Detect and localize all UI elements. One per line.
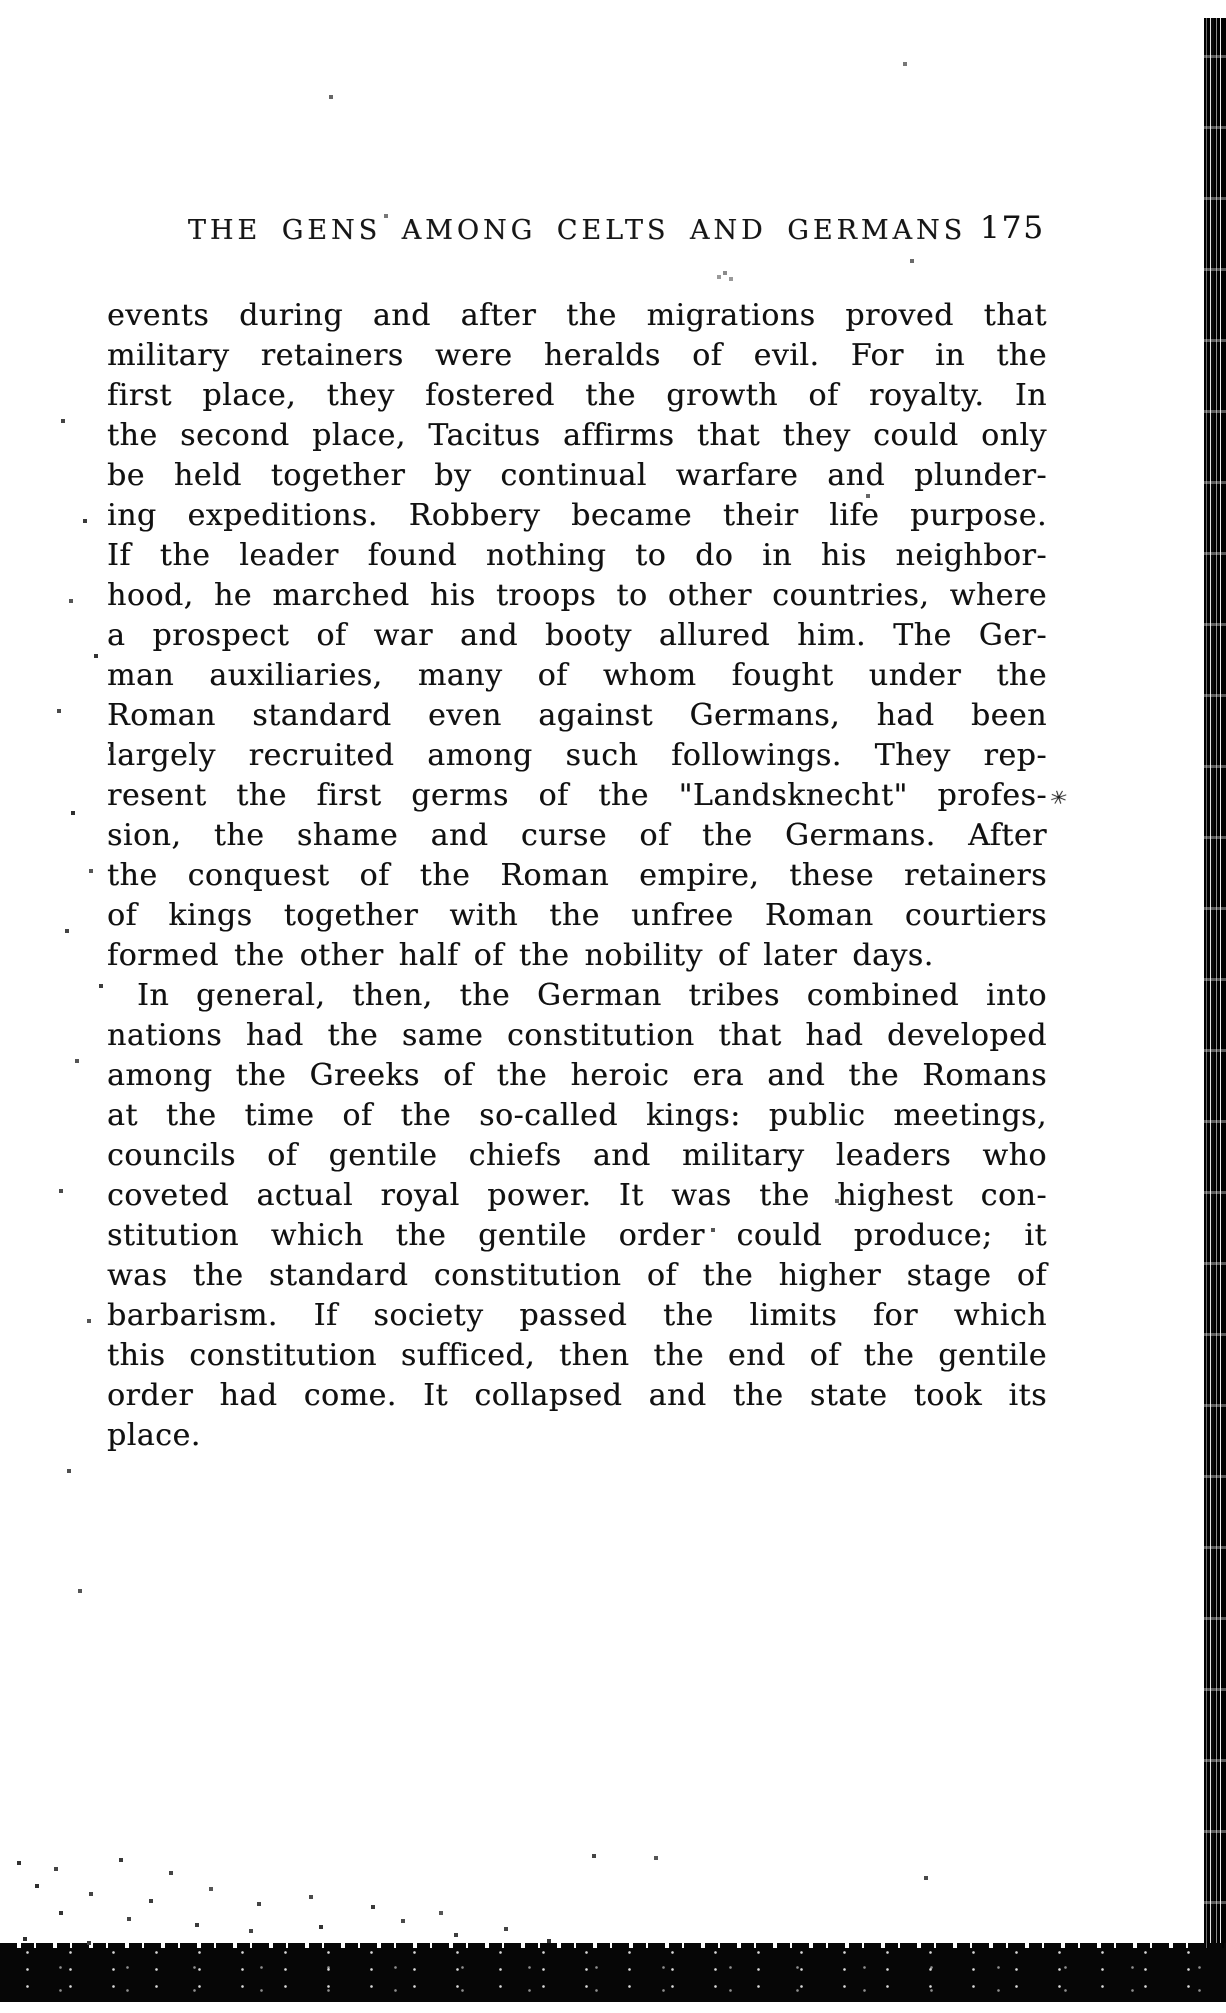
page-title: THE GENS AMONG CELTS AND GERMANS	[187, 215, 967, 246]
text-line: be held together by continual warfare and plunder-	[107, 458, 1047, 493]
ink-mark-icon: ✳	[1047, 785, 1072, 812]
text-line: events during and after the migrations proved that	[107, 298, 1047, 333]
paragraphs	[107, 296, 1047, 1456]
text-line: order had come. It collapsed and the state took its	[107, 1378, 1047, 1413]
page-number: 175	[979, 210, 1045, 246]
scan-band-bottom	[0, 1948, 1226, 2002]
text-line: was the standard constitution of the higher stage of	[107, 1258, 1047, 1293]
text-line: at the time of the so-called kings: public meetings,	[107, 1098, 1047, 1133]
text-line: the second place, Tacitus affirms that they could only	[107, 418, 1047, 453]
text-line: place.	[107, 1418, 201, 1453]
text-line: formed the other half of the nobility of later days.	[107, 938, 934, 973]
text-line: the conquest of the Roman empire, these retainers	[107, 858, 1047, 893]
text-line: resent the first germs of the "Landsknecht" profes-	[107, 778, 1047, 813]
text-line: this constitution sufficed, then the end of the gentile	[107, 1338, 1047, 1373]
text-line: military retainers were heralds of evil. For in the	[107, 338, 1047, 373]
text-line: first place, they fostered the growth of royalty. In	[107, 378, 1047, 413]
binding-edge-right	[1204, 18, 1226, 1963]
scan-noise-speckles	[0, 0, 2, 2]
text-line: councils of gentile chiefs and military leaders who	[107, 1138, 1047, 1173]
running-head	[107, 212, 1047, 256]
text-line: of kings together with the unfree Roman courtiers	[107, 898, 1047, 933]
text-line: In general, then, the German tribes combined into	[137, 978, 1047, 1013]
text-line: If the leader found nothing to do in his neighbor-	[107, 538, 1047, 573]
text-line: ing expeditions. Robbery became their life purpose.	[107, 498, 1047, 533]
text-line: man auxiliaries, many of whom fought under the	[107, 658, 1047, 693]
text-line: largely recruited among such followings. They rep-	[107, 738, 1047, 773]
text-line: Roman standard even against Germans, had been	[107, 698, 1047, 733]
text-line: a prospect of war and booty allured him. The Ger-	[107, 618, 1047, 653]
text-line: nations had the same constitution that had developed	[107, 1018, 1047, 1053]
text-line: coveted actual royal power. It was the highest con-	[107, 1178, 1047, 1213]
text-line: hood, he marched his troops to other countries, where	[107, 578, 1047, 613]
text-line: among the Greeks of the heroic era and the Romans	[107, 1058, 1047, 1093]
text-line: sion, the shame and curse of the Germans. After	[107, 818, 1047, 853]
text-line: barbarism. If society passed the limits for which	[107, 1298, 1047, 1333]
text-line: stitution which the gentile order could produce; it	[107, 1218, 1047, 1253]
